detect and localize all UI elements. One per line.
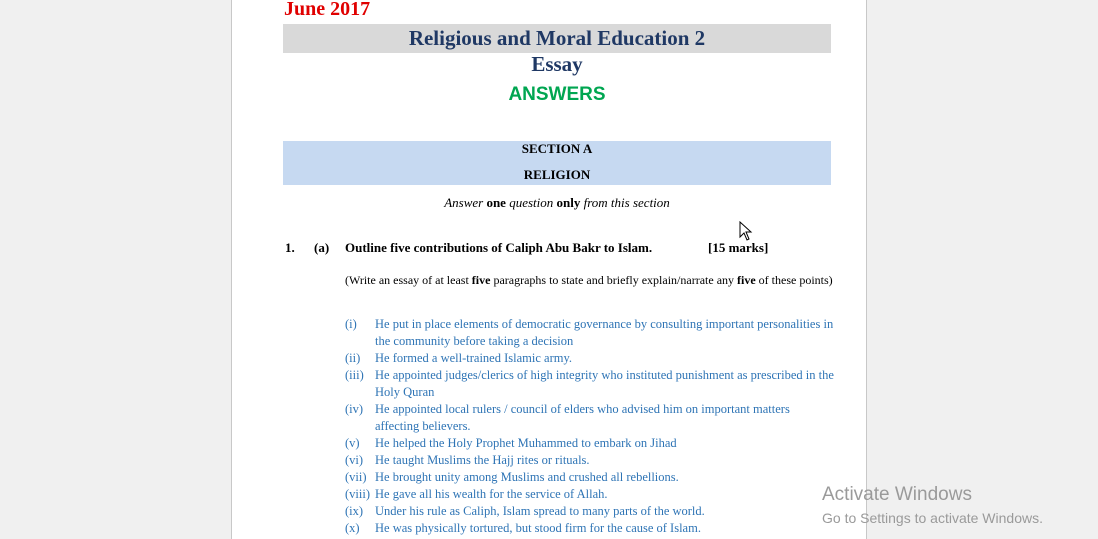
point-number: (vi): [345, 453, 364, 467]
point-number: (viii): [345, 487, 370, 501]
answers-heading: ANSWERS: [508, 84, 606, 105]
section-label: SECTION A: [521, 141, 593, 156]
instr-word-rest: from this section: [583, 195, 670, 210]
section-instruction: [283, 195, 831, 211]
instr-word-question: question: [509, 195, 554, 210]
point-text: He taught Muslims the Hajj rites or rituals.: [375, 453, 590, 467]
instr-word-only: only: [556, 195, 581, 210]
section-header: [283, 141, 831, 185]
activation-watermark-title: Activate Windows: [822, 484, 972, 505]
question-number: 1.: [285, 240, 295, 255]
instr-word-answer: Answer: [444, 195, 484, 210]
essay-note: [345, 273, 833, 288]
mouse-pointer-icon: [739, 221, 753, 246]
note-part: of these points): [755, 273, 833, 287]
document-page: [231, 0, 867, 539]
note-bold: five: [471, 273, 491, 287]
point-number: (ix): [345, 504, 364, 518]
document-subtitle: Essay: [531, 52, 583, 76]
point-number: (x): [345, 521, 360, 535]
document-title: Religious and Moral Education 2: [283, 24, 831, 53]
note-bold: five: [737, 273, 756, 287]
question-marks: [15 marks]: [708, 240, 769, 255]
exam-date: June 2017: [284, 0, 371, 20]
question-text: Outline five contributions of Caliph Abu Bakr to Islam.: [345, 240, 653, 255]
point-text: He was physically tortured, but stood firm for the cause of Islam.: [375, 521, 701, 535]
note-part: (Write an essay of at least: [345, 273, 472, 287]
question-part: (a): [314, 240, 330, 255]
point-number: (vii): [345, 470, 367, 484]
point-number: (v): [345, 436, 360, 450]
point-text: He appointed local rulers / council of elders who advised him on important matters affecting believers.: [375, 402, 790, 433]
point-text: He formed a well-trained Islamic army.: [375, 351, 573, 365]
point-text: Under his rule as Caliph, Islam spread to many parts of the world.: [375, 504, 705, 518]
point-text: He brought unity among Muslims and crushed all rebellions.: [375, 470, 679, 484]
point-text: He appointed judges/clerics of high integrity who instituted punishment as prescribed in the Holy Quran: [375, 368, 834, 399]
note-part: paragraphs to state and briefly explain/narrate any: [490, 273, 738, 287]
instr-word-one: one: [486, 195, 506, 210]
point-number: (iv): [345, 402, 364, 416]
point-number: (iii): [345, 368, 364, 382]
point-number: (i): [345, 317, 357, 331]
activation-watermark-link: Go to Settings to activate Windows.: [822, 510, 1043, 526]
point-text: He helped the Holy Prophet Muhammed to embark on Jihad: [375, 436, 677, 450]
point-text: He gave all his wealth for the service of Allah.: [375, 487, 608, 501]
section-name: RELIGION: [523, 167, 591, 182]
point-text: He put in place elements of democratic governance by consulting important personalities in the community before taking a decision: [375, 317, 834, 348]
point-number: (ii): [345, 351, 361, 365]
